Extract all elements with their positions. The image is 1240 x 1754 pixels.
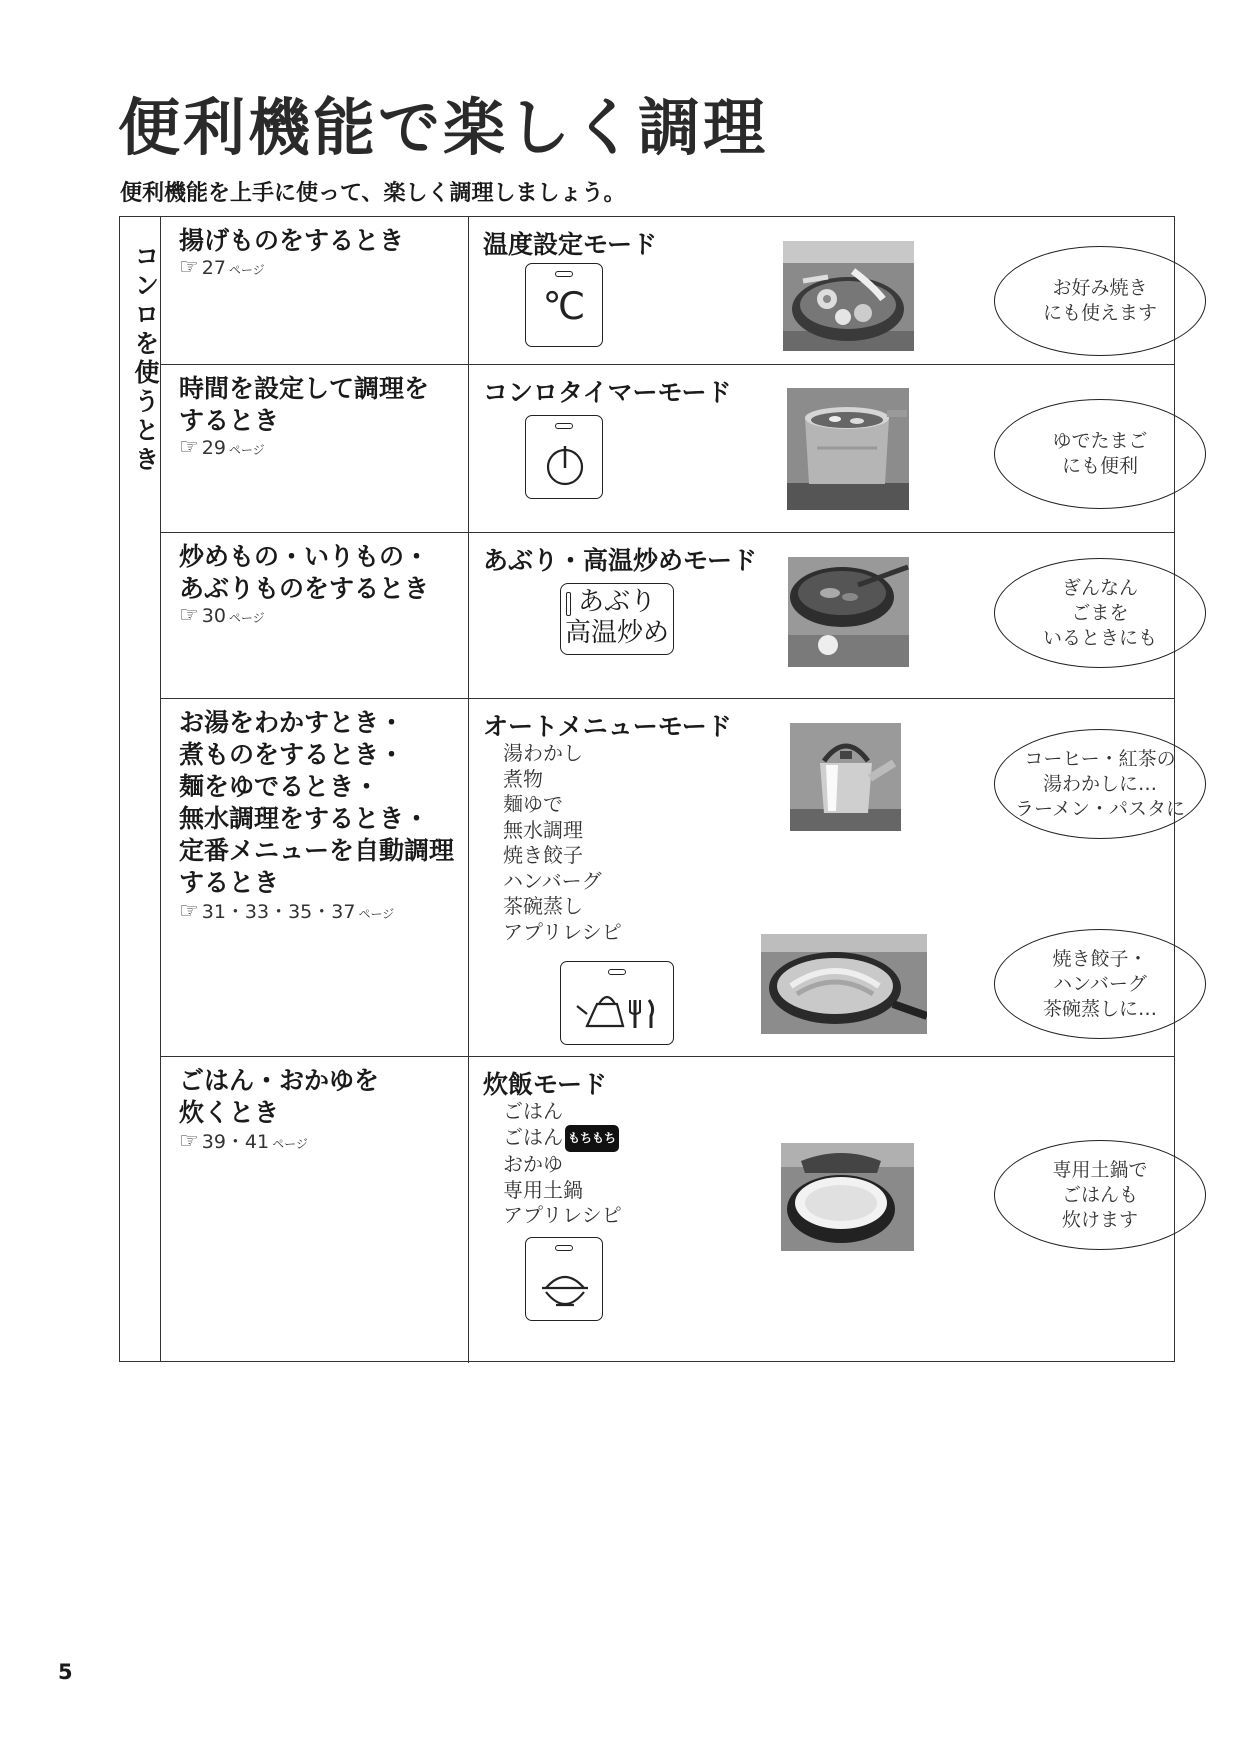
donabe-photo (781, 1143, 914, 1251)
rice-bowl-icon (525, 1237, 603, 1321)
page-reference[interactable]: ☞ 27 ページ (179, 255, 265, 280)
mode-name: 温度設定モード (483, 230, 658, 259)
side-label: コンロを使うとき (131, 243, 160, 475)
use-case: ごはん・おかゆを 炊くとき (179, 1066, 380, 1127)
pointing-hand-icon: ☞ (179, 255, 199, 280)
thermometer-celsius-icon: ℃ (525, 263, 603, 347)
list-item: 焼き餃子 (503, 843, 583, 867)
mochimochi-badge: もちもち (565, 1125, 619, 1153)
feature-row (161, 365, 1174, 533)
pointing-hand-icon: ☞ (179, 899, 199, 924)
list-item: 専用土鍋 (503, 1177, 583, 1202)
feature-row (161, 699, 1186, 1057)
page-title: 便利機能で楽しく調理 (118, 91, 769, 164)
tip-bubble: コーヒー・紅茶の 湯わかしに… ラーメン・パスタに (994, 729, 1206, 839)
gyoza-photo (761, 934, 927, 1034)
page-subtitle: 便利機能を上手に使って、楽しく調理しましょう。 (120, 181, 626, 206)
frying-photo (783, 241, 914, 351)
page-reference[interactable]: ☞ 31・33・35・37 ページ (179, 899, 395, 924)
feature-row (161, 533, 1174, 699)
rice-menu-list (503, 1099, 622, 1229)
mode-name: あぶり・高温炒めモード (483, 546, 758, 575)
list-item: 茶碗蒸し (503, 894, 583, 918)
pointing-hand-icon: ☞ (179, 435, 199, 460)
list-item: 麺ゆで (503, 792, 563, 816)
tip-bubble: お好み焼き にも使えます (994, 246, 1206, 356)
use-case: 炒めもの・いりもの・ あぶりものをするとき (179, 542, 430, 603)
list-item: 煮物 (503, 766, 543, 791)
tip-bubble: 焼き餃子・ ハンバーグ 茶碗蒸しに… (994, 929, 1206, 1039)
list-item: 湯わかし (503, 741, 583, 765)
pointing-hand-icon: ☞ (179, 1129, 199, 1154)
page-reference[interactable]: ☞ 30 ページ (179, 603, 265, 628)
list-item: アプリレシピ (503, 919, 622, 944)
timer-icon (525, 415, 603, 499)
list-item: ごはん もちもち (503, 1125, 622, 1153)
side-label-column (120, 217, 161, 1361)
feature-row (161, 217, 1174, 365)
kettle-photo (790, 723, 901, 831)
page-reference[interactable]: ☞ 29 ページ (179, 435, 265, 460)
mode-name: 炊飯モード (483, 1070, 608, 1099)
mode-name: コンロタイマーモード (483, 378, 732, 407)
list-item: おかゆ (503, 1152, 563, 1176)
pointing-hand-icon: ☞ (179, 603, 199, 628)
pot-photo (787, 388, 909, 510)
list-item: ハンバーグ (503, 868, 602, 893)
page-number: 5 (58, 1660, 73, 1684)
feature-table (119, 216, 1186, 1362)
wok-photo (788, 557, 909, 667)
feature-row (161, 1057, 1174, 1363)
mode-name: オートメニューモード (483, 712, 732, 741)
tip-bubble: 専用土鍋で ごはんも 炊けます (994, 1140, 1206, 1250)
list-item: アプリレシピ (503, 1203, 622, 1227)
aburi-button-icon: あぶり 高温炒め (560, 583, 674, 655)
use-case: 揚げものをするとき (179, 226, 405, 255)
tip-bubble: ぎんなん ごまを いるときにも (994, 558, 1206, 668)
page-reference[interactable]: ☞ 39・41 ページ (179, 1129, 308, 1154)
auto-menu-list (503, 741, 622, 945)
list-item: ごはん (503, 1099, 563, 1123)
list-item: 無水調理 (503, 817, 583, 842)
kettle-fork-knife-icon (560, 961, 674, 1045)
tip-bubble: ゆでたまご にも便利 (994, 399, 1206, 509)
use-case: お湯をわかすとき・ 煮ものをするとき・ 麺をゆでるとき・ 無水調理をするとき・ 定番メニューを自動調理 するとき (179, 708, 455, 897)
use-case: 時間を設定して調理を するとき (179, 374, 430, 435)
